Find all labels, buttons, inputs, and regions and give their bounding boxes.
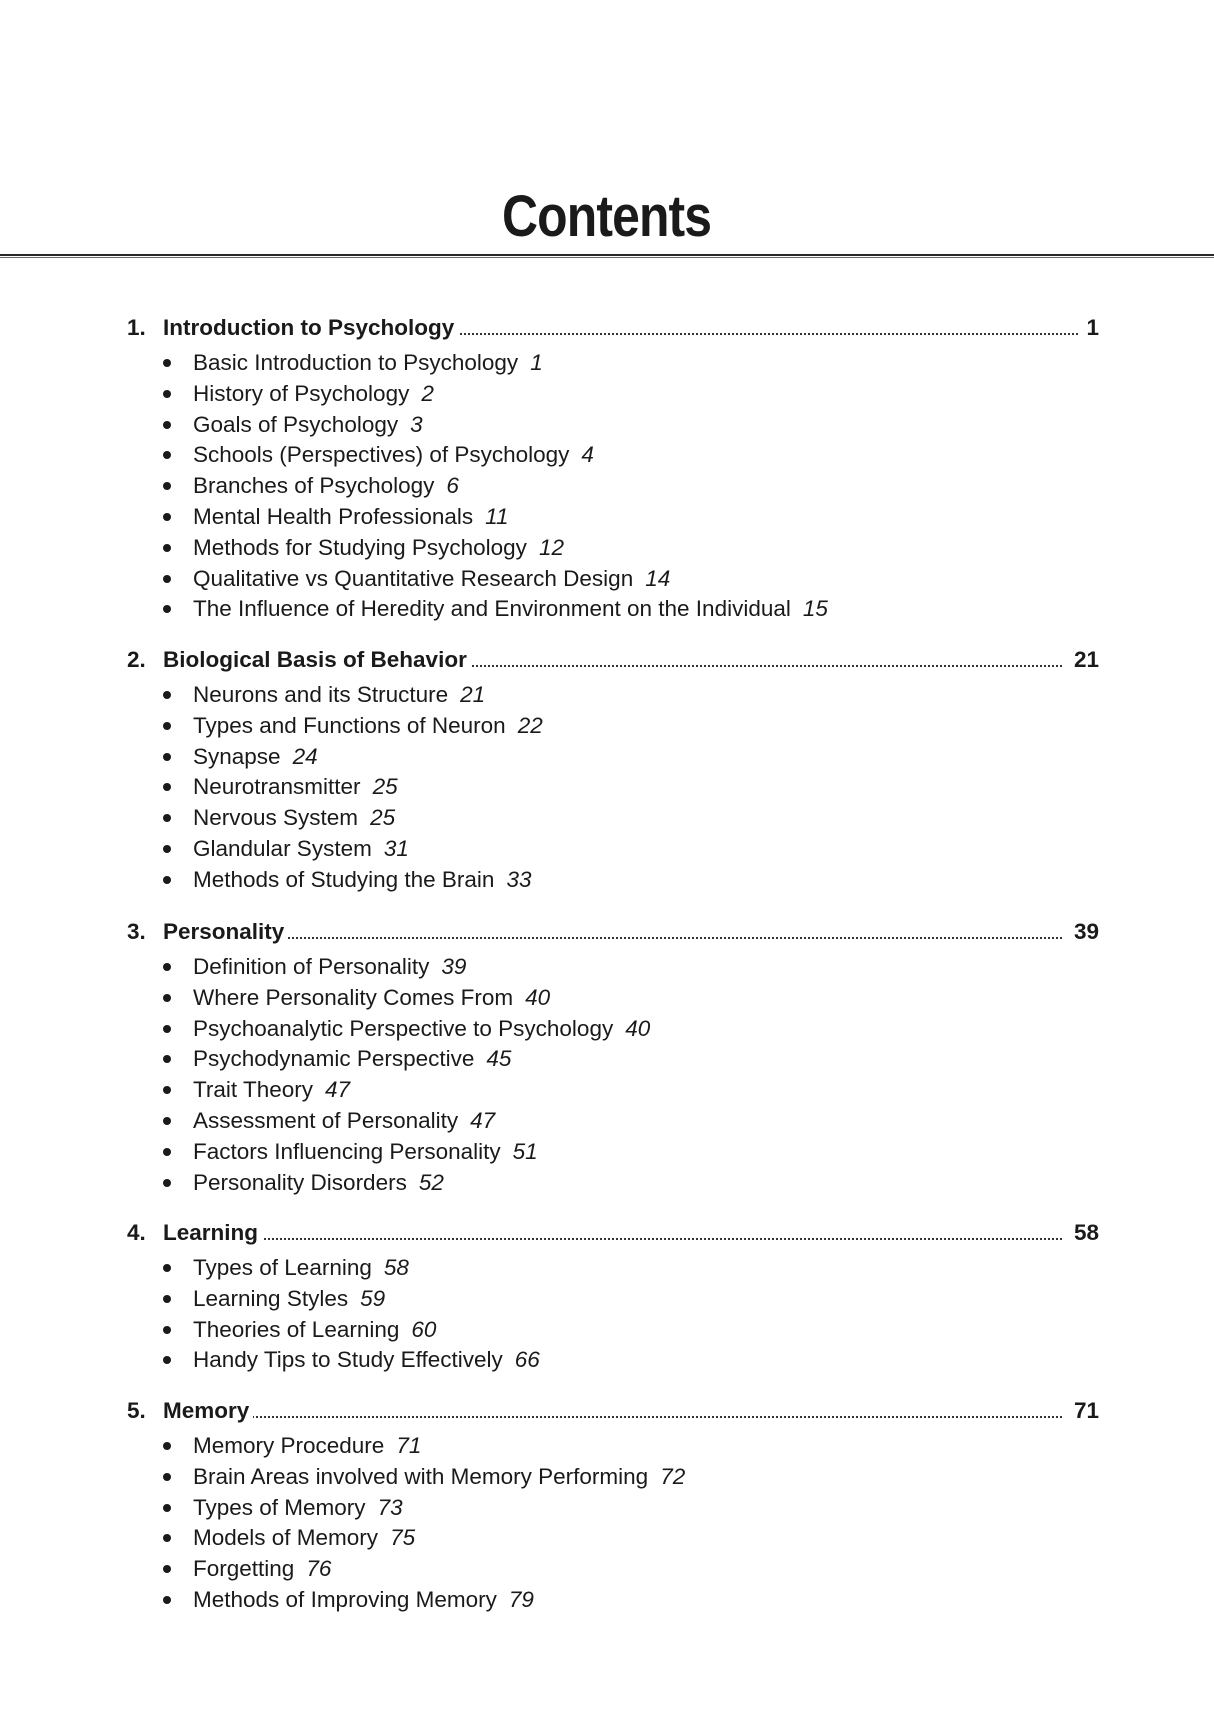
- topic-text: [193, 711, 543, 741]
- topic-text: [193, 1168, 444, 1198]
- chapter-heading[interactable]: [0, 312, 1214, 344]
- topic-page-number: 2: [421, 380, 434, 406]
- topic-page-number: 47: [470, 1108, 496, 1133]
- chapter-page-number: 58: [1068, 1217, 1099, 1249]
- topic-text: [193, 348, 543, 378]
- topic-text: [193, 772, 398, 802]
- topic-label: History of Psychology: [193, 380, 410, 406]
- topic-text: [193, 1493, 403, 1523]
- bullet-icon: [163, 1179, 171, 1187]
- topic-page-number: 14: [645, 565, 671, 591]
- topic-text: [193, 440, 594, 470]
- topic-label: Forgetting: [193, 1556, 295, 1582]
- topic-page-number: 31: [383, 836, 409, 861]
- topic-item[interactable]: [0, 1044, 1214, 1074]
- topic-page-number: 45: [486, 1046, 512, 1072]
- bullet-icon: [163, 994, 171, 1002]
- bullet-icon: [163, 814, 171, 822]
- chapter-title: Introduction to Psychology: [163, 312, 458, 344]
- topic-page-number: 1: [530, 350, 543, 375]
- topic-label: Psychodynamic Perspective: [193, 1046, 475, 1072]
- topic-page-number: 22: [517, 712, 543, 738]
- bullet-icon: [163, 1148, 171, 1156]
- topic-page-number: 66: [514, 1347, 540, 1373]
- chapter-number: 1.: [127, 315, 146, 340]
- chapter-heading[interactable]: [0, 644, 1214, 676]
- topic-label: Brain Areas involved with Memory Performing: [193, 1463, 649, 1489]
- page-title: Contents: [501, 184, 712, 249]
- topic-text: [193, 1284, 385, 1314]
- topic-page-number: 71: [396, 1433, 422, 1458]
- topic-item[interactable]: [0, 952, 1214, 982]
- topic-page-number: 21: [460, 682, 486, 707]
- bullet-icon: [163, 753, 171, 761]
- chapter-page-number: 21: [1068, 644, 1099, 676]
- topic-text: [193, 1137, 538, 1167]
- topic-item[interactable]: [0, 1585, 1214, 1615]
- topic-item[interactable]: [0, 440, 1214, 470]
- chapter-page-number: 1: [1080, 312, 1099, 344]
- bullet-icon: [163, 575, 171, 583]
- topic-label: Mental Health Professionals: [193, 504, 474, 529]
- topic-item[interactable]: [0, 1462, 1214, 1492]
- chapter-title: Biological Basis of Behavior: [163, 644, 471, 676]
- topic-label: The Influence of Heredity and Environment on the Individual: [193, 596, 791, 622]
- topic-label: Glandular System: [193, 836, 372, 861]
- bullet-icon: [163, 605, 171, 613]
- bullet-icon: [163, 1025, 171, 1033]
- topic-item[interactable]: [0, 680, 1214, 710]
- topic-item[interactable]: [0, 533, 1214, 563]
- topic-text: [193, 594, 828, 624]
- topic-label: Branches of Psychology: [193, 473, 435, 499]
- topic-item[interactable]: [0, 564, 1214, 594]
- title-divider: [0, 254, 1214, 256]
- topic-page-number: 52: [418, 1169, 444, 1195]
- bullet-icon: [163, 783, 171, 791]
- topic-label: Personality Disorders: [193, 1169, 407, 1195]
- topic-label: Models of Memory: [193, 1525, 379, 1551]
- topic-page-number: 25: [372, 774, 398, 800]
- topic-label: Synapse: [193, 743, 281, 769]
- topic-text: [193, 803, 395, 833]
- topic-item[interactable]: [0, 865, 1214, 895]
- topic-text: [193, 983, 550, 1013]
- topic-label: Methods for Studying Psychology: [193, 534, 527, 560]
- bullet-icon: [163, 722, 171, 730]
- topic-page-number: 59: [360, 1285, 386, 1311]
- topic-item[interactable]: [0, 1014, 1214, 1044]
- topic-label: Methods of Improving Memory: [193, 1587, 497, 1612]
- topic-label: Methods of Studying the Brain: [193, 866, 495, 892]
- topic-item[interactable]: [0, 834, 1214, 864]
- bullet-icon: [163, 1055, 171, 1063]
- bullet-icon: [163, 1473, 171, 1481]
- topic-label: Neurotransmitter: [193, 774, 361, 800]
- topic-label: Nervous System: [193, 805, 359, 831]
- topic-label: Trait Theory: [193, 1077, 314, 1103]
- topic-item[interactable]: [0, 1137, 1214, 1167]
- topic-page-number: 25: [370, 805, 396, 831]
- topic-label: Where Personality Comes From: [193, 984, 514, 1010]
- topic-page-number: 39: [441, 954, 467, 979]
- topic-item[interactable]: [0, 594, 1214, 624]
- topic-text: [193, 502, 509, 532]
- topic-label: Types of Memory: [193, 1494, 366, 1520]
- topic-item[interactable]: [0, 772, 1214, 802]
- topic-label: Goals of Psychology: [193, 411, 399, 437]
- bullet-icon: [163, 1504, 171, 1512]
- topic-item[interactable]: [0, 1554, 1214, 1584]
- topic-item[interactable]: [0, 1523, 1214, 1553]
- topic-text: [193, 1044, 511, 1074]
- topic-page-number: 51: [512, 1138, 538, 1164]
- bullet-icon: [163, 876, 171, 884]
- topic-text: [193, 1075, 350, 1105]
- chapter-number: 3.: [127, 919, 146, 944]
- topic-page-number: 15: [802, 596, 828, 622]
- dot-leader: [200, 937, 1062, 939]
- topic-text: [193, 1315, 436, 1345]
- topic-text: [193, 865, 531, 895]
- topic-page-number: 40: [525, 984, 551, 1010]
- topic-item[interactable]: [0, 803, 1214, 833]
- topic-page-number: 73: [377, 1494, 403, 1520]
- topic-item[interactable]: [0, 471, 1214, 501]
- bullet-icon: [163, 421, 171, 429]
- title-divider-thin: [0, 257, 1214, 258]
- topic-text: [193, 1014, 650, 1044]
- topic-item[interactable]: [0, 1168, 1214, 1198]
- chapter-title: Learning: [163, 1217, 262, 1249]
- topic-label: Qualitative vs Quantitative Research Design: [193, 565, 634, 591]
- topic-text: [193, 410, 423, 440]
- topic-item[interactable]: [0, 711, 1214, 741]
- topic-text: [193, 1585, 534, 1615]
- topic-text: [193, 1431, 421, 1461]
- topic-page-number: 75: [390, 1525, 416, 1551]
- bullet-icon: [163, 691, 171, 699]
- topic-page-number: 47: [325, 1077, 351, 1103]
- topic-label: Handy Tips to Study Effectively: [193, 1347, 503, 1373]
- topic-label: Theories of Learning: [193, 1316, 400, 1342]
- chapter-heading[interactable]: [0, 1217, 1214, 1249]
- topic-item[interactable]: [0, 1493, 1214, 1523]
- topic-page-number: 72: [660, 1463, 686, 1489]
- topic-page-number: 11: [485, 504, 509, 529]
- topic-item[interactable]: [0, 379, 1214, 409]
- topic-text: [193, 1106, 495, 1136]
- bullet-icon: [163, 1565, 171, 1573]
- topic-item[interactable]: [0, 1315, 1214, 1345]
- topic-page-number: 3: [410, 411, 423, 437]
- topic-label: Types of Learning: [193, 1255, 372, 1280]
- chapter-heading[interactable]: [0, 1395, 1214, 1427]
- topic-item[interactable]: [0, 1253, 1214, 1283]
- topic-page-number: 12: [538, 534, 564, 560]
- chapter-number: 2.: [127, 647, 146, 672]
- topic-text: [193, 680, 485, 710]
- topic-text: [193, 564, 670, 594]
- topic-text: [193, 742, 318, 772]
- bullet-icon: [163, 1295, 171, 1303]
- topic-page-number: 79: [508, 1587, 534, 1612]
- topic-page-number: 60: [411, 1316, 437, 1342]
- topic-label: Neurons and its Structure: [193, 682, 449, 707]
- topic-text: [193, 1345, 540, 1375]
- topic-page-number: 4: [581, 442, 594, 468]
- chapter-title: Personality: [163, 916, 288, 948]
- topic-text: [193, 471, 459, 501]
- topic-label: Memory Procedure: [193, 1433, 385, 1458]
- topic-label: Types and Functions of Neuron: [193, 712, 506, 738]
- chapter-number: 5.: [127, 1398, 146, 1423]
- bullet-icon: [163, 963, 171, 971]
- topic-item[interactable]: [0, 502, 1214, 532]
- bullet-icon: [163, 1442, 171, 1450]
- topic-item[interactable]: [0, 1284, 1214, 1314]
- topic-text: [193, 1462, 685, 1492]
- topic-text: [193, 1523, 415, 1553]
- topic-item[interactable]: [0, 348, 1214, 378]
- topic-label: Basic Introduction to Psychology: [193, 350, 519, 375]
- chapter-page-number: 39: [1068, 916, 1099, 948]
- bullet-icon: [163, 1534, 171, 1542]
- bullet-icon: [163, 359, 171, 367]
- bullet-icon: [163, 1117, 171, 1125]
- topic-label: Assessment of Personality: [193, 1108, 459, 1133]
- topic-text: [193, 834, 409, 864]
- topic-page-number: 33: [506, 866, 532, 892]
- topic-item[interactable]: [0, 1431, 1214, 1461]
- bullet-icon: [163, 1356, 171, 1364]
- chapter-number: 4.: [127, 1220, 146, 1245]
- topic-item[interactable]: [0, 983, 1214, 1013]
- bullet-icon: [163, 1086, 171, 1094]
- bullet-icon: [163, 451, 171, 459]
- bullet-icon: [163, 1596, 171, 1604]
- topic-label: Psychoanalytic Perspective to Psychology: [193, 1015, 614, 1041]
- topic-item[interactable]: [0, 410, 1214, 440]
- topic-text: [193, 1253, 409, 1283]
- dot-leader: [200, 1416, 1062, 1418]
- bullet-icon: [163, 544, 171, 552]
- chapter-heading[interactable]: [0, 916, 1214, 948]
- chapter-page-number: 71: [1068, 1395, 1099, 1427]
- topic-label: Definition of Personality: [193, 954, 430, 979]
- topic-page-number: 40: [625, 1015, 651, 1041]
- topic-text: [193, 533, 564, 563]
- topic-page-number: 58: [383, 1255, 409, 1280]
- topic-page-number: 76: [306, 1556, 332, 1582]
- bullet-icon: [163, 1326, 171, 1334]
- bullet-icon: [163, 513, 171, 521]
- chapter-title: Memory: [163, 1395, 253, 1427]
- topic-text: [193, 1554, 331, 1584]
- dot-leader: [200, 1238, 1062, 1240]
- bullet-icon: [163, 390, 171, 398]
- topic-item[interactable]: [0, 1106, 1214, 1136]
- bullet-icon: [163, 482, 171, 490]
- topic-text: [193, 952, 466, 982]
- topic-item[interactable]: [0, 742, 1214, 772]
- topic-label: Factors Influencing Personality: [193, 1138, 501, 1164]
- topic-item[interactable]: [0, 1075, 1214, 1105]
- bullet-icon: [163, 845, 171, 853]
- topic-label: Learning Styles: [193, 1285, 349, 1311]
- topic-page-number: 6: [446, 473, 459, 499]
- topic-page-number: 24: [292, 743, 318, 769]
- topic-item[interactable]: [0, 1345, 1214, 1375]
- topic-text: [193, 379, 434, 409]
- bullet-icon: [163, 1264, 171, 1272]
- topic-label: Schools (Perspectives) of Psychology: [193, 442, 570, 468]
